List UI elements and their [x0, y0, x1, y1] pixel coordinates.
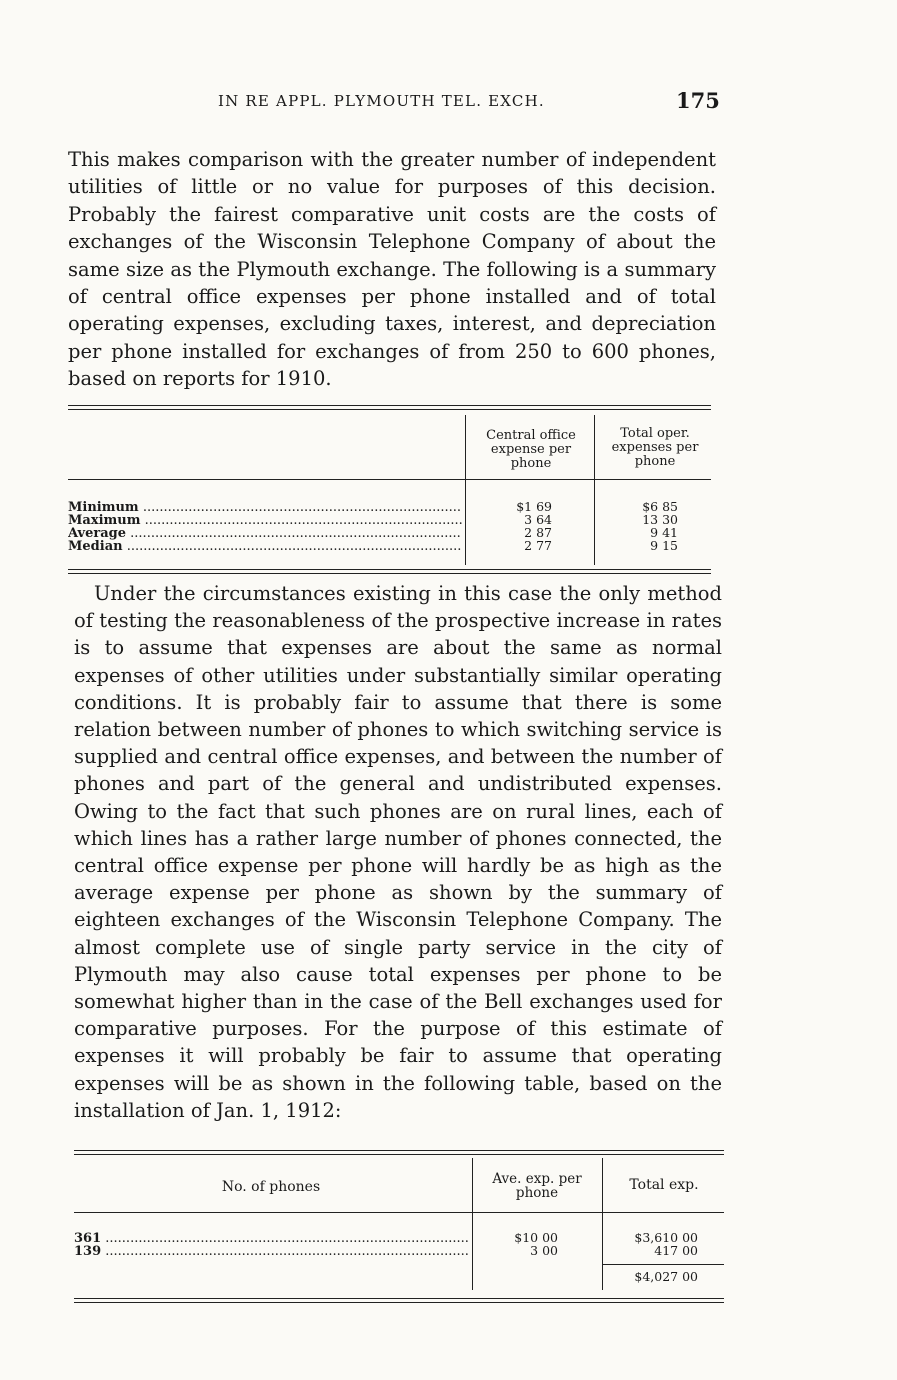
cell-total-median: 9 15 — [650, 538, 678, 553]
col-header-central-office: Central office expense per phone — [486, 428, 576, 471]
col-header-ave-exp: Ave. exp. per phone — [492, 1171, 582, 1201]
cell-total-average: 9 41 — [650, 525, 678, 540]
cell-ave-139: 3 00 — [530, 1243, 558, 1258]
row-label-361: 361 ..... — [74, 1232, 468, 1246]
row-label-median: Median ..... — [68, 540, 462, 554]
col-header-total-exp: Total exp. — [629, 1177, 699, 1193]
page-number: 175 — [676, 88, 720, 113]
col-header-total-oper: Total oper. expenses per phone — [611, 426, 699, 469]
row-label-minimum: Minimum ..... — [68, 501, 462, 515]
cell-central-minimum: $1 69 — [516, 499, 552, 514]
paragraph-1: This makes comparison with the greater number of independent utilities of little or no value for purposes of this decision. Probably the fairest comparative unit costs are the costs of exchanges of the Wisconsin Telephone Company of about the same size as the Plymouth exchange. The following is a summary of central office expenses per phone installed and of total operating expenses, excluding taxes, interest, and depreciation per phone installed for exchanges of from 250 to 600 phones, based on reports for 1910. — [68, 148, 716, 391]
paragraph-2 — [74, 580, 722, 1124]
row-label-139: 139 ..... — [74, 1245, 468, 1259]
paragraph-2-text: Under the circumstances existing in this case the only method of testing the reasonableness of the prospective increase in rates is to assume that expenses are about the same as normal expenses of other utilities under substantially similar operating conditions. It is probably fair to assume that there is some relation between number of phones to which switching service is supplied and central office expenses, and between the number of phones and part of the general and undistributed expenses. Owing to the fact that such phones are on rural lines, each of which lines has a rather large number of phones connected, the central office expense per phone will hardly be as high as the average expense per phone as shown by the summary of eighteen exchanges of the Wisconsin Telephone Company. The almost complete use of single party service in the city of Plymouth may also cause total expenses per phone to be somewhat higher than in the case of the Bell exchanges used for comparative purposes. For the purpose of this estimate of expenses it will probably be fair to assume that operating expenses will be as shown in the following table, based on the installation of Jan. 1, 1912: — [74, 582, 722, 1122]
running-head: IN RE APPL. PLYMOUTH TEL. EXCH. — [218, 92, 545, 110]
cell-grand-total: $4,027 00 — [634, 1269, 698, 1284]
row-label-maximum: Maximum ..... — [68, 514, 462, 528]
cell-total-139: 417 00 — [654, 1243, 698, 1258]
page-header — [0, 88, 897, 116]
cell-ave-361: $10 00 — [514, 1230, 558, 1245]
col-header-phones: No. of phones — [221, 1179, 321, 1195]
expense-estimate-table — [74, 1150, 724, 1310]
cell-central-median: 2 77 — [524, 538, 552, 553]
cell-central-average: 2 87 — [524, 525, 552, 540]
cell-central-maximum: 3 64 — [524, 512, 552, 527]
expense-summary-table — [68, 405, 711, 579]
cell-total-maximum: 13 30 — [642, 512, 678, 527]
row-label-average: Average ..... — [68, 527, 462, 541]
cell-total-minimum: $6 85 — [642, 499, 678, 514]
cell-total-361: $3,610 00 — [634, 1230, 698, 1245]
